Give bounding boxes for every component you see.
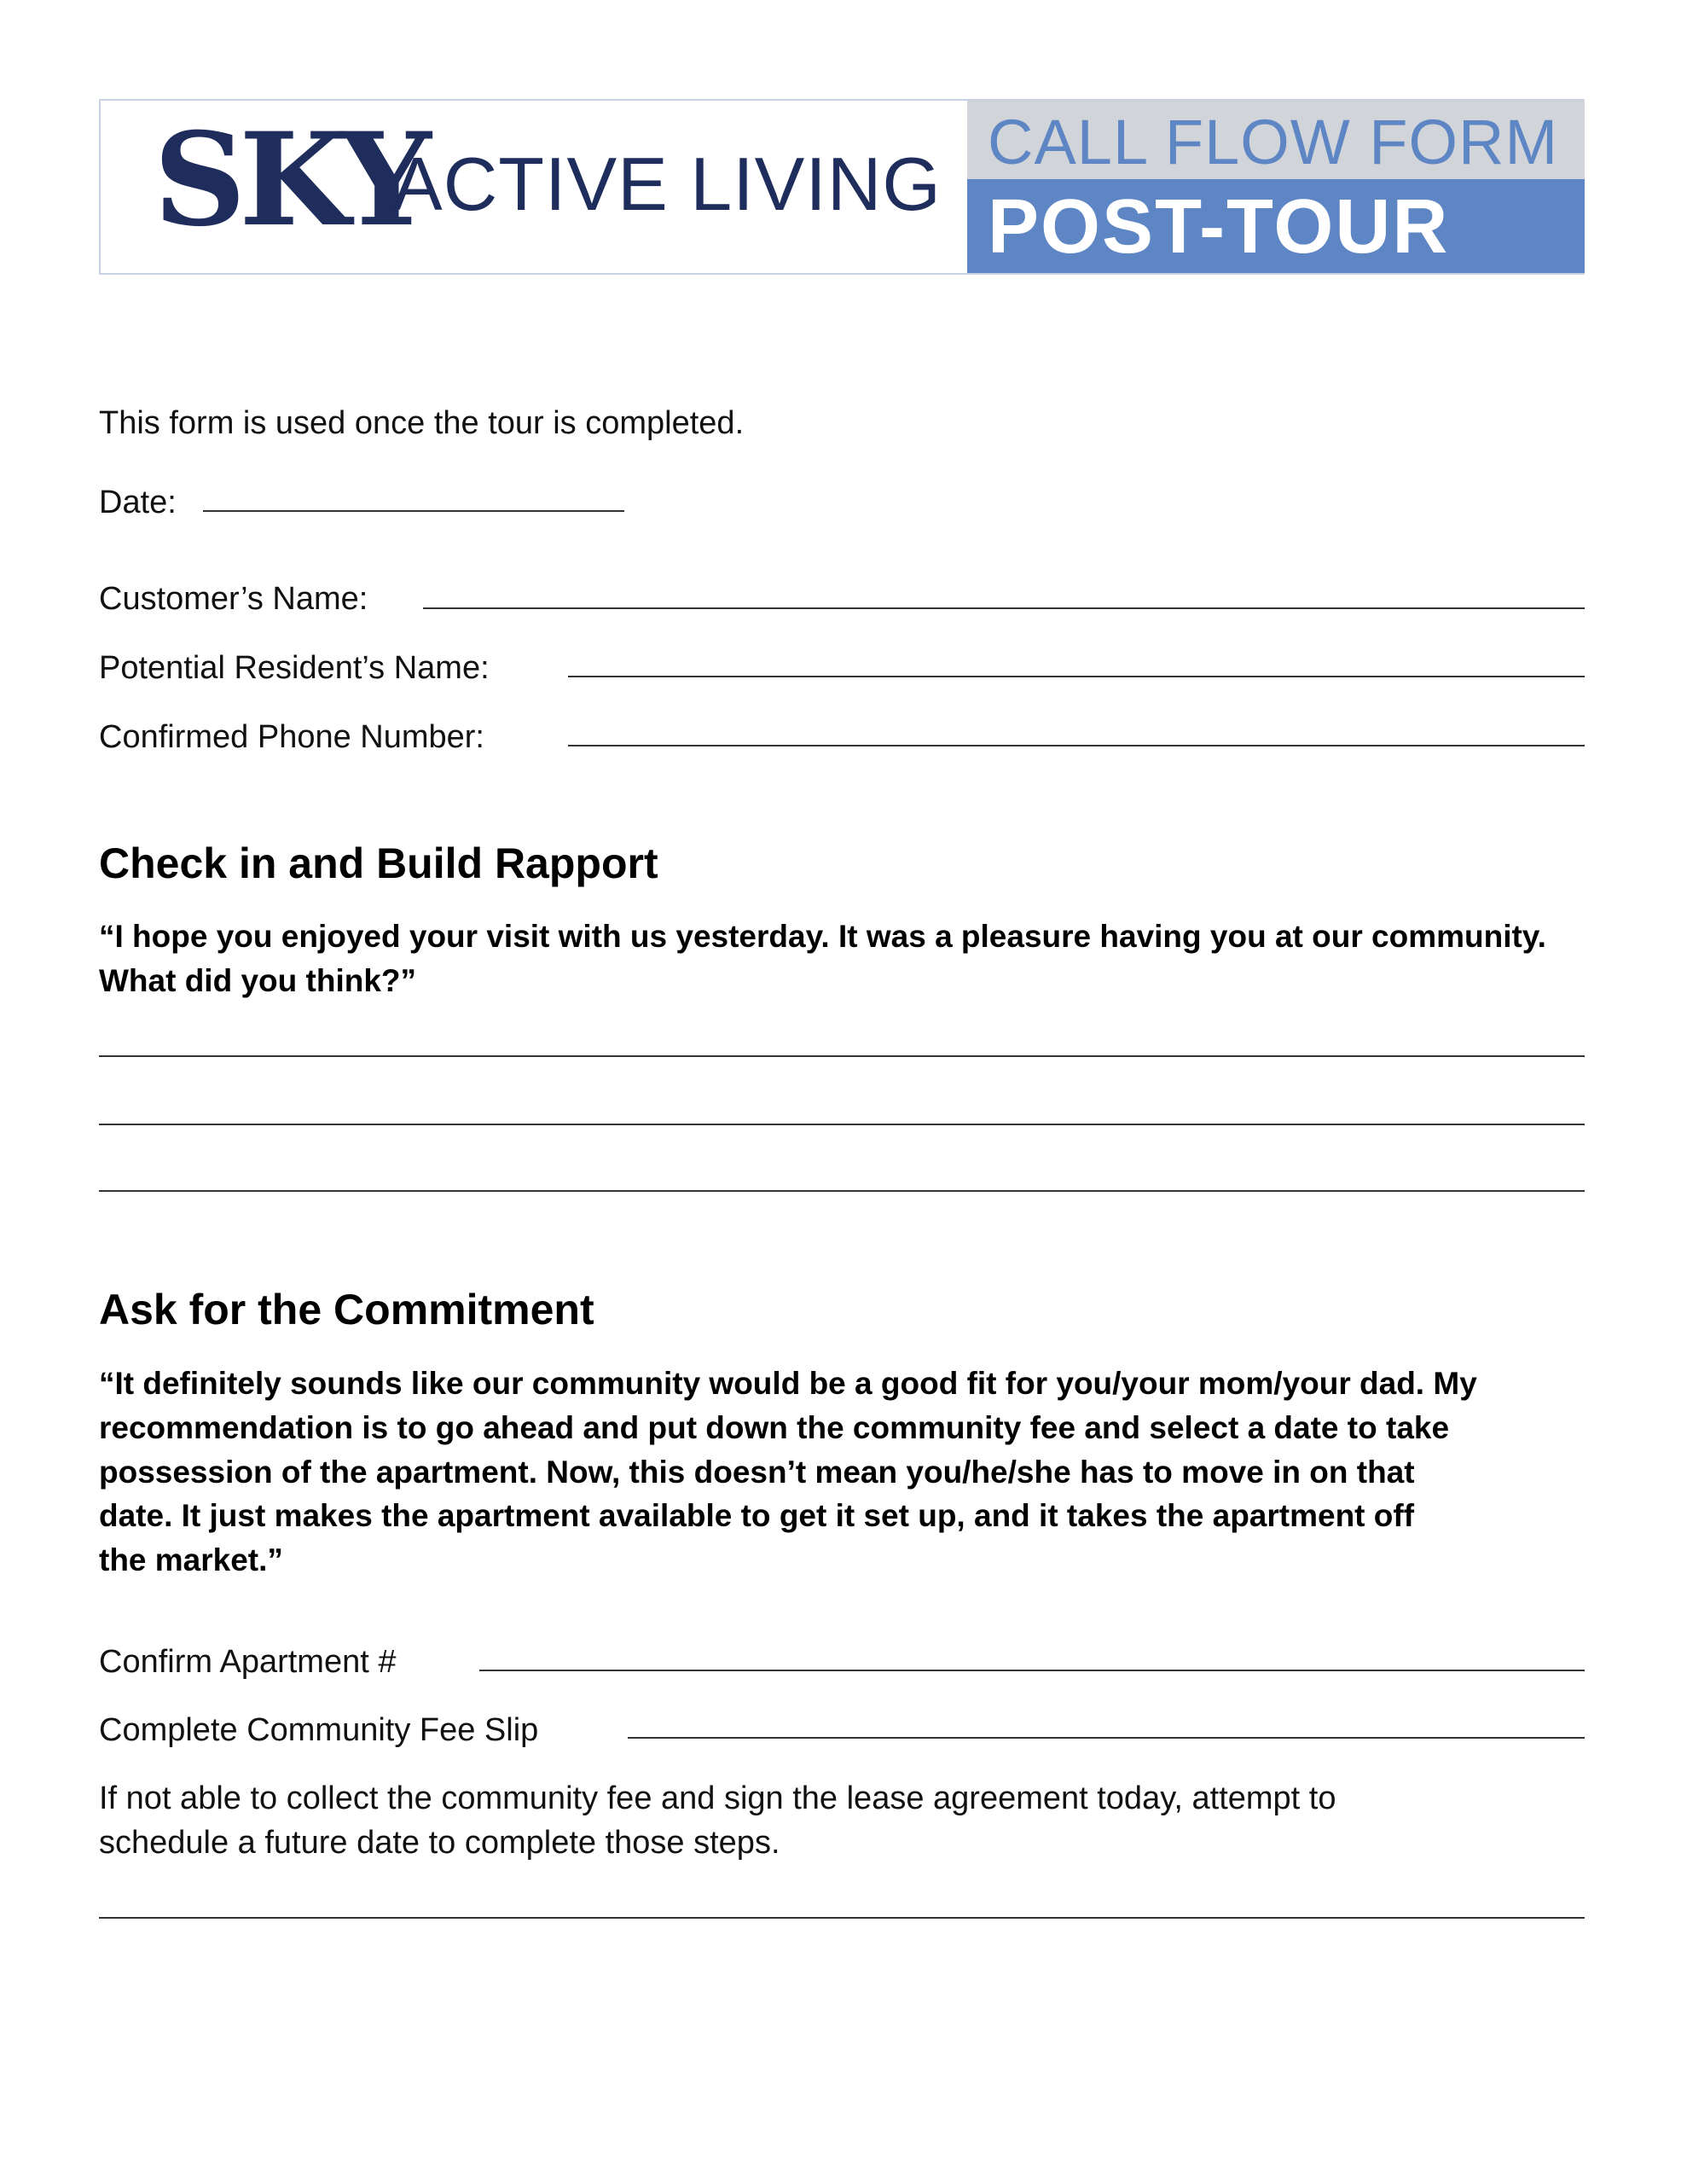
form-header	[99, 99, 1585, 275]
form-title: POST-TOUR	[988, 184, 1450, 270]
followup-text-line-2: schedule a future date to complete those steps.	[99, 1825, 780, 1861]
commitment-heading: Ask for the Commitment	[99, 1286, 594, 1333]
followup-text-line-1: If not able to collect the community fee and sign the lease agreement today, attempt to	[99, 1780, 1336, 1816]
commitment-quote-line-1: “It definitely sounds like our community would be a good fit for you/your mom/your dad. My	[99, 1366, 1477, 1401]
resident-name-label: Potential Resident’s Name:	[99, 650, 490, 686]
commitment-quote-line-3: possession of the apartment. Now, this doesn’t mean you/he/she has to move in on that	[99, 1455, 1415, 1490]
followup-answer-line[interactable]	[99, 1917, 1585, 1919]
confirm-apartment-field[interactable]	[479, 1670, 1585, 1671]
date-field[interactable]	[203, 510, 624, 512]
commitment-quote-line-5: the market.”	[99, 1542, 283, 1577]
fee-slip-label: Complete Community Fee Slip	[99, 1712, 539, 1748]
logo-text: ACTIVE LIVING	[392, 142, 942, 226]
customer-name-label: Customer’s Name:	[99, 581, 368, 617]
date-label: Date:	[99, 485, 177, 520]
confirm-apartment-label: Confirm Apartment #	[99, 1644, 397, 1680]
form-label: CALL FLOW FORM	[988, 107, 1559, 177]
form-title-band	[967, 179, 1585, 273]
phone-field[interactable]	[568, 745, 1585, 746]
rapport-answer-line-3[interactable]	[99, 1190, 1585, 1192]
commitment-quote-line-4: date. It just makes the apartment available to get it set up, and it takes the apartment off	[99, 1498, 1415, 1533]
commitment-quote-line-2: recommendation is to go ahead and put down the community fee and select a date to take	[99, 1410, 1450, 1445]
logo	[101, 101, 967, 273]
rapport-heading: Check in and Build Rapport	[99, 839, 658, 887]
form-label-band	[967, 101, 1585, 179]
rapport-quote-line-2: What did you think?”	[99, 963, 417, 998]
resident-name-field[interactable]	[568, 676, 1585, 677]
rapport-answer-line-1[interactable]	[99, 1055, 1585, 1057]
logo-mark: SKY	[154, 105, 425, 255]
rapport-quote-line-1: “I hope you enjoyed your visit with us yesterday. It was a pleasure having you at our community.	[99, 919, 1546, 954]
phone-label: Confirmed Phone Number:	[99, 719, 484, 755]
intro-text: This form is used once the tour is completed.	[99, 405, 745, 441]
fee-slip-field[interactable]	[628, 1737, 1585, 1739]
rapport-answer-line-2[interactable]	[99, 1124, 1585, 1125]
customer-name-field[interactable]	[423, 607, 1585, 609]
